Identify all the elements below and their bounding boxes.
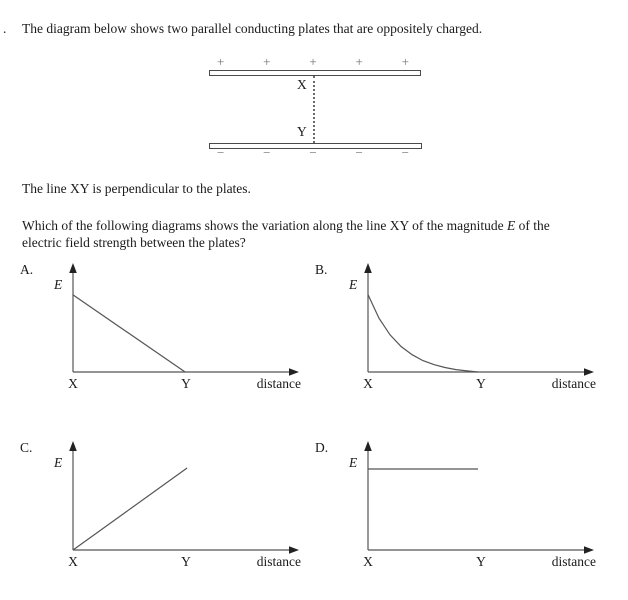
minus-sign-icon: − [263, 145, 271, 160]
minus-sign-icon: − [401, 145, 409, 160]
option-c-distance-label: distance [256, 554, 301, 569]
point-y-label: Y [297, 124, 307, 139]
plus-sign-icon: + [263, 54, 271, 69]
option-c-curve [73, 468, 187, 550]
option-a-y-tick: Y [181, 376, 191, 391]
option-b-curve [368, 295, 478, 372]
option-a-curve [73, 295, 185, 372]
option-c-y-tick: Y [181, 554, 191, 569]
option-d-y-tick: Y [476, 554, 486, 569]
x-axis-arrow-icon [289, 368, 299, 375]
option-d-e-axis-label: E [349, 455, 358, 470]
plus-sign-icon: + [401, 54, 409, 69]
option-a-graph [18, 258, 318, 400]
x-axis-arrow-icon [584, 546, 594, 553]
minus-sign-icon: − [355, 145, 363, 160]
plus-sign-icon: + [217, 54, 225, 69]
positive-charge-row [217, 55, 409, 68]
question-line-1 [22, 218, 618, 235]
question-number-marker: . [3, 21, 7, 36]
intro-text: The diagram below shows two parallel conducting plates that are oppositely charged. [22, 21, 483, 36]
option-d-label: D. [315, 440, 329, 455]
negative-charge-row [217, 146, 409, 159]
x-axis-arrow-icon [584, 368, 594, 375]
option-d-graph [313, 436, 613, 578]
option-d-distance-label: distance [551, 554, 596, 569]
option-d-x-tick: X [363, 554, 373, 569]
question-line1-pre: Which of the following diagrams shows the variation along the line XY of the magnitude [22, 218, 508, 233]
plus-sign-icon: + [309, 54, 317, 69]
point-x-label: X [297, 77, 307, 92]
option-c-e-axis-label: E [54, 455, 63, 470]
option-a-x-tick: X [68, 376, 78, 391]
y-axis-arrow-icon [69, 263, 77, 273]
question-line-2: electric field strength between the plates? [22, 234, 246, 250]
question-symbol-e: E [507, 218, 516, 233]
y-axis-arrow-icon [364, 263, 372, 273]
option-c-graph [18, 436, 318, 578]
top-plate [209, 70, 421, 76]
option-b-label: B. [315, 262, 328, 277]
y-axis-arrow-icon [364, 441, 372, 451]
option-c-label: C. [20, 440, 33, 455]
option-a-e-axis-label: E [54, 277, 63, 292]
option-b-x-tick: X [363, 376, 373, 391]
option-a-label: A. [20, 262, 34, 277]
option-b-graph [313, 258, 613, 400]
option-b-y-tick: Y [476, 376, 486, 391]
option-b-e-axis-label: E [349, 277, 358, 292]
x-axis-arrow-icon [289, 546, 299, 553]
option-b-distance-label: distance [551, 376, 596, 391]
option-a-distance-label: distance [256, 376, 301, 391]
question-line1-post: of the [515, 218, 550, 233]
minus-sign-icon: − [309, 145, 317, 160]
line-xy-note: The line XY is perpendicular to the plates. [22, 181, 251, 196]
plus-sign-icon: + [355, 54, 363, 69]
minus-sign-icon: − [217, 145, 225, 160]
option-c-x-tick: X [68, 554, 78, 569]
question-text [22, 218, 618, 251]
y-axis-arrow-icon [69, 441, 77, 451]
line-xy [313, 76, 315, 143]
